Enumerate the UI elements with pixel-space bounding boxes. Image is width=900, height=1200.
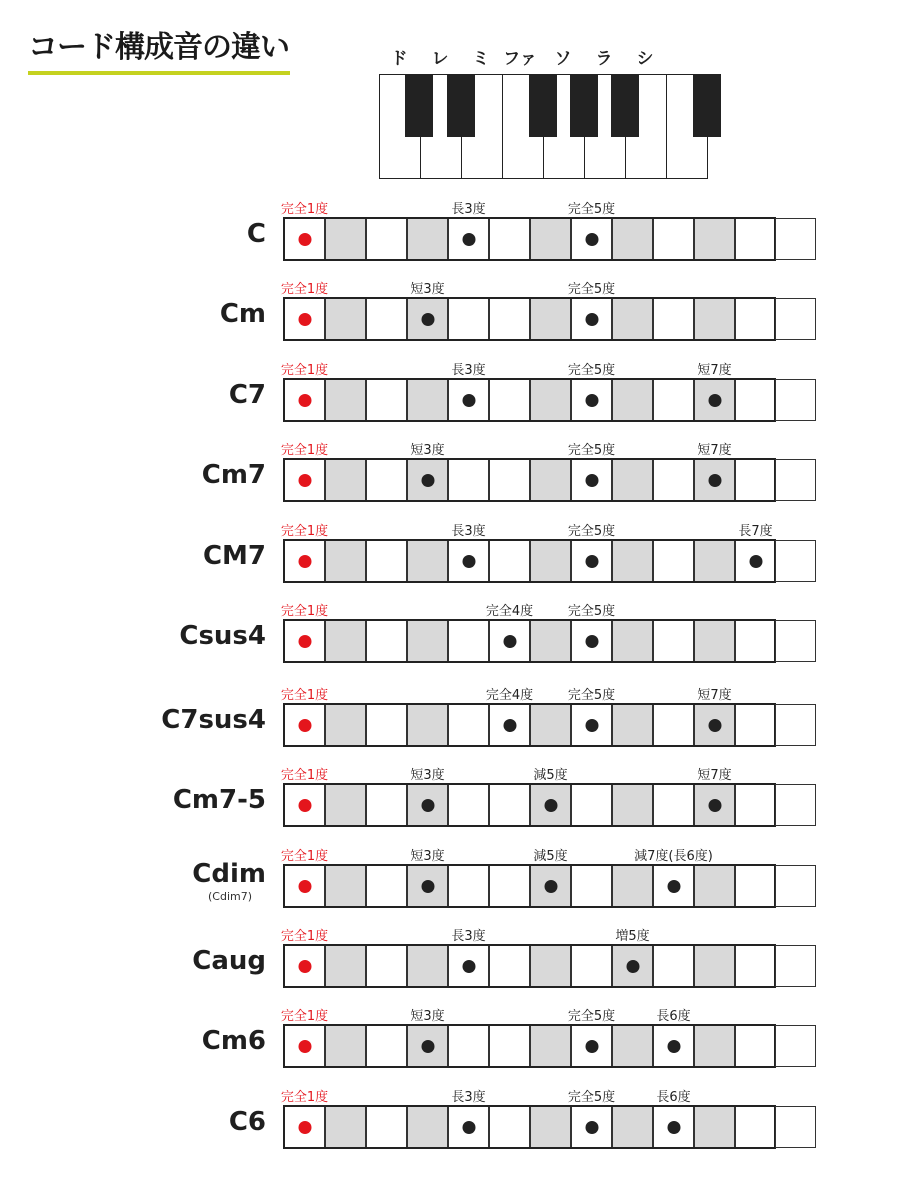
interval-label: 増5度 bbox=[615, 929, 650, 944]
black-key-cell bbox=[612, 298, 653, 340]
chord-name: C bbox=[246, 219, 266, 249]
black-key-cell bbox=[530, 298, 571, 340]
black-key-cell bbox=[325, 1106, 366, 1148]
chord-tone-dot bbox=[626, 960, 639, 973]
octave-cell bbox=[775, 945, 816, 987]
chord-tone-dot bbox=[585, 313, 598, 326]
chord-tone-dot bbox=[585, 1121, 598, 1134]
root-note-dot bbox=[298, 1121, 311, 1134]
root-interval-label: 完全1度 bbox=[280, 849, 329, 864]
black-key-cell bbox=[530, 459, 571, 501]
white-key-cell bbox=[366, 620, 407, 662]
interval-label: 完全5度 bbox=[567, 282, 616, 297]
black-key-cell bbox=[407, 704, 448, 746]
white-key-cell bbox=[735, 298, 776, 340]
black-key-cell bbox=[325, 620, 366, 662]
interval-label: 長3度 bbox=[451, 202, 486, 217]
interval-label: 長3度 bbox=[451, 363, 486, 378]
chord-tone-dot bbox=[585, 394, 598, 407]
octave-cell bbox=[775, 1025, 816, 1067]
chord-subname: (Cdim7) bbox=[207, 890, 253, 903]
chord-name: Cdim bbox=[192, 859, 266, 889]
interval-label: 完全4度 bbox=[485, 604, 534, 619]
black-key-cell bbox=[530, 1025, 571, 1067]
chord-tone-dot bbox=[503, 635, 516, 648]
chord-tone-dot bbox=[544, 880, 557, 893]
chord-row bbox=[0, 520, 900, 600]
white-key-cell bbox=[448, 620, 489, 662]
chord-tone-dot bbox=[462, 555, 475, 568]
black-key bbox=[693, 74, 721, 137]
white-key-cell bbox=[735, 620, 776, 662]
black-key-cell bbox=[530, 620, 571, 662]
white-key-cell bbox=[653, 218, 694, 260]
white-key-cell bbox=[366, 540, 407, 582]
interval-label: 短3度 bbox=[410, 282, 445, 297]
chord-name: Cm7-5 bbox=[172, 785, 266, 815]
white-key-cell bbox=[571, 865, 612, 907]
chord-row bbox=[0, 925, 900, 1005]
black-key-cell bbox=[694, 620, 735, 662]
black-key-cell bbox=[325, 1025, 366, 1067]
white-key-cell bbox=[489, 379, 530, 421]
root-interval-label: 完全1度 bbox=[280, 363, 329, 378]
chord-tone-dot bbox=[708, 394, 721, 407]
white-key-cell bbox=[735, 379, 776, 421]
root-note-dot bbox=[298, 233, 311, 246]
interval-label: 長7度 bbox=[738, 524, 773, 539]
root-interval-label: 完全1度 bbox=[280, 282, 329, 297]
chord-tone-dot bbox=[667, 880, 680, 893]
interval-label: 完全5度 bbox=[567, 202, 616, 217]
black-key-cell bbox=[325, 784, 366, 826]
chord-row bbox=[0, 600, 900, 680]
white-key-cell bbox=[489, 1025, 530, 1067]
note-label: シ bbox=[636, 49, 654, 69]
white-key-cell bbox=[366, 218, 407, 260]
octave-cell bbox=[775, 298, 816, 340]
chord-tone-dot bbox=[544, 799, 557, 812]
white-key-cell bbox=[653, 540, 694, 582]
white-key-cell bbox=[735, 945, 776, 987]
chord-name: Cm7 bbox=[201, 460, 266, 490]
chord-tone-dot bbox=[421, 474, 434, 487]
black-key-cell bbox=[407, 945, 448, 987]
chord-tone-dot bbox=[421, 880, 434, 893]
white-key-cell bbox=[571, 784, 612, 826]
chord-tone-dot bbox=[667, 1040, 680, 1053]
octave-cell bbox=[775, 218, 816, 260]
white-key-cell bbox=[489, 540, 530, 582]
white-key-cell bbox=[448, 459, 489, 501]
black-key-cell bbox=[407, 218, 448, 260]
interval-label: 長6度 bbox=[656, 1009, 691, 1024]
chord-tone-dot bbox=[708, 799, 721, 812]
white-key-cell bbox=[366, 1025, 407, 1067]
white-key-cell bbox=[653, 459, 694, 501]
black-key-cell bbox=[612, 865, 653, 907]
white-key-cell bbox=[735, 1106, 776, 1148]
black-key-cell bbox=[530, 379, 571, 421]
black-key-cell bbox=[694, 865, 735, 907]
octave-cell bbox=[775, 704, 816, 746]
black-key-cell bbox=[325, 298, 366, 340]
white-key-cell bbox=[366, 298, 407, 340]
white-key-cell bbox=[735, 704, 776, 746]
white-key-cell bbox=[653, 298, 694, 340]
interval-label: 完全5度 bbox=[567, 604, 616, 619]
note-label: ド bbox=[390, 49, 408, 69]
root-interval-label: 完全1度 bbox=[280, 688, 329, 703]
chord-tone-dot bbox=[462, 233, 475, 246]
octave-cell bbox=[775, 379, 816, 421]
chord-tone-dot bbox=[503, 719, 516, 732]
interval-label: 完全4度 bbox=[485, 688, 534, 703]
root-interval-label: 完全1度 bbox=[280, 443, 329, 458]
black-key-cell bbox=[694, 1106, 735, 1148]
root-interval-label: 完全1度 bbox=[280, 524, 329, 539]
white-key-cell bbox=[448, 704, 489, 746]
interval-label: 完全5度 bbox=[567, 1009, 616, 1024]
chord-tone-dot bbox=[421, 799, 434, 812]
black-key-cell bbox=[612, 620, 653, 662]
white-key-cell bbox=[448, 298, 489, 340]
interval-label: 長3度 bbox=[451, 524, 486, 539]
root-interval-label: 完全1度 bbox=[280, 1009, 329, 1024]
note-label: ミ bbox=[472, 49, 490, 69]
chord-name: C6 bbox=[228, 1107, 266, 1137]
white-key-cell bbox=[489, 784, 530, 826]
piano-keyboard bbox=[0, 0, 900, 190]
white-key-cell bbox=[653, 379, 694, 421]
black-key bbox=[405, 74, 433, 137]
note-label: ソ bbox=[554, 49, 572, 69]
white-key-cell bbox=[366, 459, 407, 501]
black-key-cell bbox=[694, 945, 735, 987]
chord-name: Cm bbox=[219, 299, 266, 329]
root-interval-label: 完全1度 bbox=[280, 768, 329, 783]
octave-cell bbox=[775, 459, 816, 501]
note-label: レ bbox=[431, 49, 449, 69]
black-key bbox=[447, 74, 475, 137]
black-key-cell bbox=[612, 459, 653, 501]
chord-tone-dot bbox=[708, 474, 721, 487]
black-key-cell bbox=[694, 540, 735, 582]
root-interval-label: 完全1度 bbox=[280, 929, 329, 944]
chord-tone-dot bbox=[462, 394, 475, 407]
black-key-cell bbox=[407, 379, 448, 421]
interval-label: 短3度 bbox=[410, 849, 445, 864]
page-title: コード構成音の違い bbox=[28, 30, 289, 65]
chord-name: Caug bbox=[192, 946, 266, 976]
black-key-cell bbox=[612, 379, 653, 421]
chord-row bbox=[0, 845, 900, 925]
root-note-dot bbox=[298, 555, 311, 568]
black-key-cell bbox=[407, 540, 448, 582]
root-note-dot bbox=[298, 394, 311, 407]
white-key-cell bbox=[366, 379, 407, 421]
chord-name: Cm6 bbox=[201, 1026, 266, 1056]
black-key-cell bbox=[612, 784, 653, 826]
chord-row bbox=[0, 1086, 900, 1166]
interval-label: 完全5度 bbox=[567, 688, 616, 703]
white-key-cell bbox=[366, 1106, 407, 1148]
black-key-cell bbox=[612, 1106, 653, 1148]
white-key-cell bbox=[489, 459, 530, 501]
interval-label: 短7度 bbox=[697, 363, 732, 378]
chord-name: C7 bbox=[228, 380, 266, 410]
white-key-cell bbox=[448, 784, 489, 826]
chord-name: C7sus4 bbox=[161, 705, 266, 735]
root-note-dot bbox=[298, 960, 311, 973]
black-key-cell bbox=[694, 298, 735, 340]
white-key-cell bbox=[653, 704, 694, 746]
octave-cell bbox=[775, 784, 816, 826]
black-key-cell bbox=[612, 1025, 653, 1067]
octave-cell bbox=[775, 540, 816, 582]
chord-tone-dot bbox=[421, 313, 434, 326]
chord-tone-dot bbox=[585, 719, 598, 732]
black-key-cell bbox=[530, 218, 571, 260]
chord-row bbox=[0, 278, 900, 358]
interval-label: 長3度 bbox=[451, 929, 486, 944]
black-key bbox=[611, 74, 639, 137]
octave-cell bbox=[775, 865, 816, 907]
black-key-cell bbox=[407, 620, 448, 662]
interval-label: 長6度 bbox=[656, 1090, 691, 1105]
white-key-cell bbox=[448, 865, 489, 907]
chord-row bbox=[0, 198, 900, 278]
white-key-cell bbox=[489, 865, 530, 907]
chord-row bbox=[0, 684, 900, 764]
root-note-dot bbox=[298, 313, 311, 326]
chord-row bbox=[0, 359, 900, 439]
white-key-cell bbox=[653, 620, 694, 662]
root-interval-label: 完全1度 bbox=[280, 202, 329, 217]
white-key-cell bbox=[366, 784, 407, 826]
chord-tone-dot bbox=[585, 1040, 598, 1053]
white-key-cell bbox=[489, 945, 530, 987]
black-key-cell bbox=[612, 704, 653, 746]
white-key-cell bbox=[653, 945, 694, 987]
black-key-cell bbox=[325, 540, 366, 582]
black-key-cell bbox=[325, 459, 366, 501]
chord-tone-dot bbox=[708, 719, 721, 732]
black-key-cell bbox=[530, 1106, 571, 1148]
black-key-cell bbox=[694, 218, 735, 260]
note-label: ファ bbox=[503, 49, 537, 69]
interval-label: 減7度(長6度) bbox=[634, 849, 713, 864]
black-key-cell bbox=[530, 704, 571, 746]
root-note-dot bbox=[298, 799, 311, 812]
root-note-dot bbox=[298, 719, 311, 732]
interval-label: 短7度 bbox=[697, 688, 732, 703]
interval-label: 完全5度 bbox=[567, 1090, 616, 1105]
chord-tone-dot bbox=[585, 635, 598, 648]
black-key-cell bbox=[530, 540, 571, 582]
white-key-cell bbox=[366, 865, 407, 907]
black-key-cell bbox=[325, 865, 366, 907]
root-note-dot bbox=[298, 474, 311, 487]
black-key-cell bbox=[325, 379, 366, 421]
white-key-cell bbox=[489, 1106, 530, 1148]
chord-tone-dot bbox=[585, 474, 598, 487]
white-key-cell bbox=[571, 945, 612, 987]
chord-tone-dot bbox=[667, 1121, 680, 1134]
white-key-cell bbox=[735, 459, 776, 501]
interval-label: 短3度 bbox=[410, 1009, 445, 1024]
white-key-cell bbox=[653, 784, 694, 826]
interval-label: 短3度 bbox=[410, 768, 445, 783]
black-key bbox=[529, 74, 557, 137]
octave-cell bbox=[775, 1106, 816, 1148]
chord-tone-dot bbox=[749, 555, 762, 568]
white-key-cell bbox=[735, 1025, 776, 1067]
chord-tone-dot bbox=[462, 960, 475, 973]
root-interval-label: 完全1度 bbox=[280, 1090, 329, 1105]
black-key-cell bbox=[325, 218, 366, 260]
note-label: ラ bbox=[595, 49, 613, 69]
interval-label: 完全5度 bbox=[567, 443, 616, 458]
black-key-cell bbox=[325, 704, 366, 746]
octave-cell bbox=[775, 620, 816, 662]
chord-row bbox=[0, 439, 900, 519]
root-note-dot bbox=[298, 880, 311, 893]
white-key-cell bbox=[489, 298, 530, 340]
black-key-cell bbox=[530, 945, 571, 987]
white-key-cell bbox=[366, 704, 407, 746]
interval-label: 短3度 bbox=[410, 443, 445, 458]
black-key-cell bbox=[694, 1025, 735, 1067]
black-key-cell bbox=[612, 540, 653, 582]
black-key-cell bbox=[325, 945, 366, 987]
white-key-cell bbox=[735, 865, 776, 907]
chord-tone-dot bbox=[462, 1121, 475, 1134]
root-interval-label: 完全1度 bbox=[280, 604, 329, 619]
chord-row bbox=[0, 764, 900, 844]
interval-label: 減5度 bbox=[533, 768, 568, 783]
white-key-cell bbox=[735, 784, 776, 826]
interval-label: 完全5度 bbox=[567, 363, 616, 378]
interval-label: 減5度 bbox=[533, 849, 568, 864]
black-key-cell bbox=[407, 1106, 448, 1148]
interval-label: 長3度 bbox=[451, 1090, 486, 1105]
chord-tone-dot bbox=[585, 555, 598, 568]
chord-name: CM7 bbox=[202, 541, 266, 571]
interval-label: 完全5度 bbox=[567, 524, 616, 539]
black-key-cell bbox=[612, 218, 653, 260]
chord-row bbox=[0, 1005, 900, 1085]
chord-tone-dot bbox=[421, 1040, 434, 1053]
interval-label: 短7度 bbox=[697, 768, 732, 783]
black-key bbox=[570, 74, 598, 137]
chord-tone-dot bbox=[585, 233, 598, 246]
root-note-dot bbox=[298, 635, 311, 648]
chord-name: Csus4 bbox=[179, 621, 266, 651]
white-key-cell bbox=[366, 945, 407, 987]
white-key-cell bbox=[448, 1025, 489, 1067]
white-key-cell bbox=[735, 218, 776, 260]
interval-label: 短7度 bbox=[697, 443, 732, 458]
root-note-dot bbox=[298, 1040, 311, 1053]
white-key-cell bbox=[489, 218, 530, 260]
